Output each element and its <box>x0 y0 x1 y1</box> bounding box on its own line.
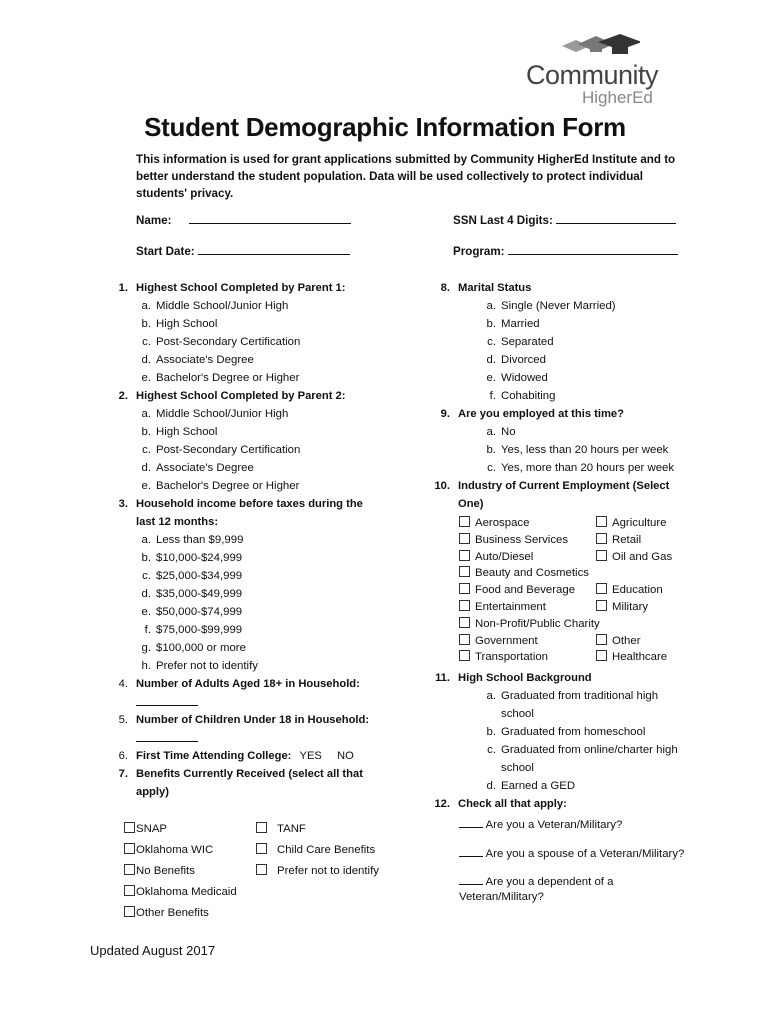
checkbox-icon[interactable] <box>596 650 607 661</box>
q3-option-text: $75,000-$99,999 <box>156 624 243 636</box>
ssn-blank[interactable] <box>556 212 676 224</box>
q3-option-letter: b. <box>141 552 151 564</box>
program-field[interactable] <box>453 243 678 258</box>
q10-checkbox-label: Military <box>612 601 649 613</box>
q7-checkbox-label: No Benefits <box>136 865 195 877</box>
q3-option[interactable] <box>106 657 369 675</box>
name-blank[interactable] <box>189 212 351 224</box>
q10-label-line2: One) <box>458 498 484 510</box>
q2-option-text: Associate's Degree <box>156 462 254 474</box>
checkbox-icon[interactable] <box>256 864 267 875</box>
q11-option-text: Earned a GED <box>501 780 576 792</box>
q8-option[interactable] <box>428 369 674 387</box>
checkbox-icon[interactable] <box>459 516 470 527</box>
q7-checkbox-item[interactable] <box>124 843 237 864</box>
q10-checkbox-label: Retail <box>612 533 642 546</box>
checkbox-icon[interactable] <box>596 600 607 611</box>
q3-option-letter: f. <box>144 624 151 636</box>
checkbox-icon[interactable] <box>596 533 607 544</box>
q12-item-3-line2: Veteran/Military? <box>459 891 544 903</box>
q10-label: Industry of Current Employment (Select <box>458 480 670 492</box>
q3-option-letter: c. <box>142 570 151 582</box>
q10-checkbox-label: Non-Profit/Public Charity <box>475 617 600 630</box>
q10-checkbox-label: Education <box>612 584 663 597</box>
q8-option-letter: b. <box>486 318 496 330</box>
start-date-field[interactable] <box>136 243 350 258</box>
q11-option-letter: c. <box>487 744 496 756</box>
q1-option[interactable] <box>106 297 369 315</box>
q7-checkbox-label: Oklahoma Medicaid <box>136 886 237 898</box>
q3-option-letter: h. <box>141 660 151 672</box>
q8-label: Marital Status <box>458 282 532 294</box>
q7-number: 7. <box>118 768 128 780</box>
q7-checkbox-item[interactable] <box>256 864 379 885</box>
checkbox-icon[interactable] <box>124 885 135 896</box>
q6-label: First Time Attending College: <box>136 750 292 762</box>
q8-option-text: Separated <box>501 336 554 348</box>
q7-checkbox-label: Prefer not to identify <box>277 865 379 877</box>
q4-answer-blank[interactable] <box>136 694 198 706</box>
q3-option-text: Prefer not to identify <box>156 660 258 672</box>
q9-option-letter: a. <box>486 426 496 438</box>
q11-option-letter: a. <box>486 690 496 702</box>
q3-option-letter: g. <box>141 642 151 654</box>
q12-label: Check all that apply: <box>458 798 567 810</box>
program-blank[interactable] <box>508 243 678 255</box>
q3-option-letter: e. <box>141 606 151 618</box>
q8-option-letter: f. <box>489 390 496 402</box>
q3-option[interactable] <box>106 549 369 567</box>
q5-number: 5. <box>118 714 128 726</box>
q1-option-letter: c. <box>142 336 151 348</box>
q7-checkbox-label: Oklahoma WIC <box>136 844 214 856</box>
q8-option[interactable] <box>428 333 674 351</box>
q10-checkbox-item[interactable] <box>459 566 600 583</box>
checkbox-icon[interactable] <box>459 634 470 645</box>
q7-checkbox-item[interactable] <box>256 822 379 843</box>
q7-checkbox-item[interactable] <box>124 906 237 927</box>
q10-checkbox-item[interactable] <box>596 634 641 651</box>
q8-option-text: Widowed <box>501 372 548 384</box>
checkbox-icon[interactable] <box>459 650 470 661</box>
q3-option[interactable] <box>106 639 369 657</box>
q9-option-text: No <box>501 426 516 438</box>
q1-option[interactable] <box>106 333 369 351</box>
q10-checkbox-label: Auto/Diesel <box>475 550 534 563</box>
q9-option[interactable] <box>428 423 674 441</box>
q2-option-text: Post-Secondary Certification <box>156 444 301 456</box>
q10-industry-col1 <box>459 516 600 667</box>
q12-blank-1[interactable] <box>459 815 483 828</box>
q2-option-letter: d. <box>141 462 151 474</box>
q8-option-text: Cohabiting <box>501 390 556 402</box>
q1-option-text: High School <box>156 318 218 330</box>
q11-option[interactable] <box>428 687 678 705</box>
q2-option[interactable] <box>106 405 369 423</box>
q2-option-text: High School <box>156 426 218 438</box>
q3-option[interactable] <box>106 531 369 549</box>
q1-option-letter: e. <box>141 372 151 384</box>
q10-checkbox-item[interactable] <box>459 550 600 567</box>
question-11 <box>428 669 678 813</box>
form-title: Student Demographic Information Form <box>144 112 626 142</box>
q10-checkbox-label: Food and Beverage <box>475 584 576 597</box>
q7-checkbox-label: SNAP <box>136 823 168 835</box>
q3-option-text: $100,000 or more <box>156 642 246 654</box>
q2-option-text: Middle School/Junior High <box>156 408 289 420</box>
q10-checkbox-item[interactable] <box>596 533 641 550</box>
q3-option[interactable] <box>106 621 369 639</box>
q3-label: Household income before taxes during the <box>136 498 363 510</box>
q8-option-text: Divorced <box>501 354 546 366</box>
q7-checkbox-label: TANF <box>277 823 306 835</box>
name-label: Name: <box>136 214 172 227</box>
q6-number: 6. <box>118 750 128 762</box>
q2-option-letter: c. <box>142 444 151 456</box>
q10-checkbox-item[interactable] <box>459 516 600 533</box>
q12-item-veteran[interactable] <box>459 815 622 834</box>
q1-label: Highest School Completed by Parent 1: <box>136 282 346 294</box>
q11-label: High School Background <box>458 672 592 684</box>
q3-option[interactable] <box>106 567 369 585</box>
checkbox-icon[interactable] <box>256 843 267 854</box>
q2-option-letter: e. <box>141 480 151 492</box>
q10-checkbox-item[interactable] <box>596 600 648 617</box>
q2-option-letter: a. <box>141 408 151 420</box>
q11-option[interactable] <box>428 741 678 759</box>
q9-option[interactable] <box>428 459 674 477</box>
q10-number: 10. <box>434 480 450 492</box>
checkbox-icon[interactable] <box>596 583 607 594</box>
ssn-label: SSN Last 4 Digits: <box>453 214 553 227</box>
checkbox-icon[interactable] <box>459 617 470 628</box>
q10-checkbox-label: Agriculture <box>612 517 667 529</box>
q11-number: 11. <box>435 672 450 684</box>
right-column <box>428 279 674 513</box>
q7-benefits-col1 <box>124 822 237 927</box>
q2-option[interactable] <box>106 423 369 441</box>
q12-item-3-text: Are you a dependent of a <box>485 876 614 888</box>
checkbox-icon[interactable] <box>124 822 135 833</box>
q1-option-text: Middle School/Junior High <box>156 300 289 312</box>
q3-option-text: $35,000-$49,999 <box>156 588 243 600</box>
q3-option[interactable] <box>106 585 369 603</box>
q2-option[interactable] <box>106 477 369 495</box>
q6-yes-option[interactable]: YES <box>299 750 322 762</box>
q8-option-letter: a. <box>486 300 496 312</box>
q10-checkbox-label: Oil and Gas <box>612 550 673 563</box>
q11-option-letter: d. <box>486 780 496 792</box>
q7-label: Benefits Currently Received (select all that <box>136 768 363 780</box>
q8-option[interactable] <box>428 351 674 369</box>
q11-option-text: Graduated from online/charter high <box>501 744 678 756</box>
q8-option[interactable] <box>428 297 674 315</box>
q1-option[interactable] <box>106 351 369 369</box>
q7-checkbox-item[interactable] <box>124 885 237 906</box>
q9-label: Are you employed at this time? <box>458 408 624 420</box>
checkbox-icon[interactable] <box>124 906 135 917</box>
graduation-caps-icon <box>560 32 640 62</box>
q3-option-text: Less than $9,999 <box>156 534 244 546</box>
q4-label: Number of Adults Aged 18+ in Household: <box>136 678 360 690</box>
question-1 <box>106 279 369 801</box>
q10-checkbox-item[interactable] <box>459 617 600 634</box>
q5-answer-blank[interactable] <box>136 730 198 742</box>
q10-checkbox-label: Entertainment <box>475 600 546 613</box>
q10-checkbox-item[interactable] <box>596 583 663 600</box>
q1-option-letter: a. <box>141 300 151 312</box>
q11-option-text-line2: school <box>501 708 534 720</box>
q7-checkbox-label: Child Care Benefits <box>277 844 376 856</box>
q8-option-text: Married <box>501 318 540 330</box>
q8-option[interactable] <box>428 387 674 405</box>
checkbox-icon[interactable] <box>459 600 470 611</box>
q11-option[interactable] <box>428 777 678 795</box>
q3-option-letter: d. <box>141 588 151 600</box>
q3-option-text: $25,000-$34,999 <box>156 570 243 582</box>
q10-checkbox-item[interactable] <box>596 516 666 533</box>
checkbox-icon[interactable] <box>124 843 135 854</box>
q6-no-option[interactable]: NO <box>337 750 354 762</box>
q10-checkbox-item[interactable] <box>459 600 600 617</box>
q10-checkbox-label: Transportation <box>475 651 549 664</box>
q2-number: 2. <box>118 390 128 402</box>
community-highered-logo <box>520 32 680 112</box>
q7-checkbox-label: Other Benefits <box>136 907 209 919</box>
ssn-field[interactable] <box>453 212 676 227</box>
q7-benefits-col2 <box>256 822 379 885</box>
q12-item-1-text: Are you a Veteran/Military? <box>485 819 623 831</box>
q1-option[interactable] <box>106 315 369 333</box>
q3-option-text: $50,000-$74,999 <box>156 606 243 618</box>
q10-checkbox-item[interactable] <box>459 533 600 550</box>
program-label: Program: <box>453 245 505 258</box>
q1-option-text: Bachelor's Degree or Higher <box>156 372 300 384</box>
q12-blank-2[interactable] <box>459 844 483 857</box>
q7-label-line2: apply) <box>136 786 169 798</box>
q2-option[interactable] <box>106 459 369 477</box>
q3-option-text: $10,000-$24,999 <box>156 552 243 564</box>
q2-option[interactable] <box>106 441 369 459</box>
q10-checkbox-label: Other <box>612 634 641 647</box>
logo-text-community: Community <box>526 60 659 90</box>
start-date-label: Start Date: <box>136 245 195 258</box>
q9-option-text: Yes, more than 20 hours per week <box>501 462 675 474</box>
checkbox-icon[interactable] <box>459 533 470 544</box>
q1-option-text: Associate's Degree <box>156 354 254 366</box>
q10-checkbox-label: Business Services <box>475 533 569 546</box>
checkbox-icon[interactable] <box>596 516 607 527</box>
q11-option-letter: b. <box>486 726 496 738</box>
q3-number: 3. <box>118 498 128 510</box>
q11-option-text: Graduated from homeschool <box>501 726 646 738</box>
q11-option-text: Graduated from traditional high <box>501 690 659 702</box>
q8-option-text: Single (Never Married) <box>501 300 616 312</box>
q3-option-letter: a. <box>141 534 151 546</box>
q9-option-letter: c. <box>487 462 496 474</box>
checkbox-icon[interactable] <box>256 822 267 833</box>
q10-checkbox-item[interactable] <box>596 550 672 567</box>
q8-option-letter: c. <box>487 336 496 348</box>
intro-paragraph: This information is used for grant applications submitted by Community HigherEd Institute and to better understand the student population. Data will be used collectively to protect individual students' privacy. <box>136 153 676 200</box>
checkbox-icon[interactable] <box>596 634 607 645</box>
q1-option-letter: d. <box>141 354 151 366</box>
q10-checkbox-item[interactable] <box>596 650 667 667</box>
q7-checkbox-item[interactable] <box>124 864 237 885</box>
checkbox-icon[interactable] <box>459 566 470 577</box>
q4-number: 4. <box>118 678 128 690</box>
q10-checkbox-label: Healthcare <box>612 651 668 664</box>
q7-checkbox-item[interactable] <box>256 843 379 864</box>
q10-checkbox-item[interactable] <box>459 634 600 651</box>
q11-option[interactable] <box>428 723 678 741</box>
q12-item-2-text: Are you a spouse of a Veteran/Military? <box>485 848 685 860</box>
checkbox-icon[interactable] <box>124 864 135 875</box>
q10-checkbox-label: Beauty and Cosmetics <box>475 567 589 580</box>
q9-option[interactable] <box>428 441 674 459</box>
q10-checkbox-label: Aerospace <box>475 517 530 529</box>
q5-label: Number of Children Under 18 in Household: <box>136 714 370 726</box>
q1-option-text: Post-Secondary Certification <box>156 336 301 348</box>
q10-checkbox-label: Government <box>475 634 538 647</box>
q10-checkbox-item[interactable] <box>459 650 600 667</box>
q3-label-line2: last 12 months: <box>136 516 219 528</box>
q12-number: 12. <box>434 798 450 810</box>
q12-blank-3[interactable] <box>459 872 483 885</box>
footer-updated-date: Updated August 2017 <box>90 943 216 958</box>
q1-option-letter: b. <box>141 318 151 330</box>
q2-option-text: Bachelor's Degree or Higher <box>156 480 300 492</box>
q3-option[interactable] <box>106 603 369 621</box>
q7-checkbox-item[interactable] <box>124 822 237 843</box>
start-date-blank[interactable] <box>198 243 350 255</box>
q12-item-spouse[interactable] <box>459 844 684 863</box>
q9-number: 9. <box>440 408 450 420</box>
q11-option-text-line2: school <box>501 762 534 774</box>
checkbox-icon[interactable] <box>459 583 470 594</box>
q8-option[interactable] <box>428 315 674 333</box>
q8-number: 8. <box>440 282 450 294</box>
name-field[interactable] <box>136 212 351 227</box>
logo-text-highered: HigherEd <box>582 88 653 107</box>
q8-option-letter: e. <box>486 372 496 384</box>
q9-option-letter: b. <box>486 444 496 456</box>
q1-option[interactable] <box>106 369 369 387</box>
q10-checkbox-item[interactable] <box>459 583 600 600</box>
q2-label: Highest School Completed by Parent 2: <box>136 390 346 402</box>
checkbox-icon[interactable] <box>459 550 470 561</box>
q9-option-text: Yes, less than 20 hours per week <box>501 444 669 456</box>
checkbox-icon[interactable] <box>596 550 607 561</box>
q1-number: 1. <box>118 282 128 294</box>
q8-option-letter: d. <box>486 354 496 366</box>
q2-option-letter: b. <box>141 426 151 438</box>
